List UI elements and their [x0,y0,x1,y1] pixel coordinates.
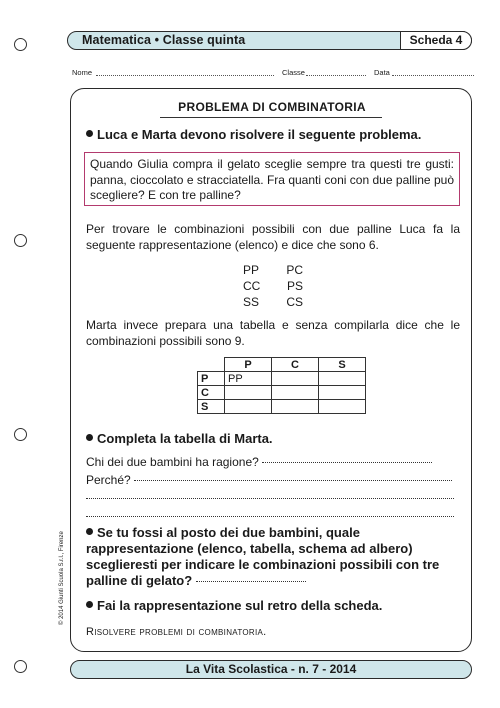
table-corner [198,358,225,372]
luca-paragraph: Per trovare le combinazioni possibili con due palline Luca fa la seguente rappresentazione (elenco) e dice che sono 6. [86,222,460,252]
intro-bullet [86,126,421,143]
data-label: Data [374,68,390,77]
intro-text: Luca e Marta devono risolvere il seguente problema. [97,127,422,142]
row-header: S [198,400,225,414]
header-title: Matematica • Classe quinta [82,33,246,47]
table-cell[interactable] [272,386,319,400]
table-header: S [319,358,366,372]
complete-bullet [86,430,273,447]
worksheet-title: PROBLEMA DI COMBINATORIA [178,100,366,114]
row-header: P [198,372,225,386]
table-header: C [272,358,319,372]
nome-label: Nome [72,68,93,77]
question-ragione: Chi dei due bambini ha ragione? [86,455,456,469]
bullet-icon [86,434,93,441]
table-cell[interactable] [319,386,366,400]
problem-box: Quando Giulia compra il gelato sceglie sempre tra questi tre gusti: panna, cioccolato e stracciatella. Fra quanti coni con due palline può scegliere? E con tre palline? [84,152,460,206]
table-cell[interactable]: PP [225,372,272,386]
answer-line[interactable] [134,480,452,481]
scheda-label: Scheda 4 [400,31,472,50]
table-cell[interactable] [319,372,366,386]
answer-line-extra[interactable] [86,491,456,505]
representation-question: Se tu fossi al posto dei due bambini, quale rappresentazione (elenco, tabella, schema ad albero) sceglieresti per indicare le combinazioni possibili con tre palline di gelato? [86,525,440,588]
table-row [198,358,366,372]
title-underline [160,117,382,118]
complete-text: Completa la tabella di Marta. [97,431,273,446]
bullet-icon [86,130,93,137]
retro-text: Fai la rappresentazione sul retro della scheda. [97,598,383,613]
answer-line[interactable] [196,581,306,582]
binder-hole-1 [14,38,27,51]
classe-label: Classe [282,68,305,77]
table-row [198,372,366,386]
table-header: P [225,358,272,372]
list-item: CC PS [243,279,303,293]
table-cell[interactable] [319,400,366,414]
list-item: SS CS [243,295,303,309]
binder-hole-3 [14,428,27,441]
row-header: C [198,386,225,400]
header-bar [67,31,472,50]
answer-line[interactable] [262,462,432,463]
question-perche: Perché? [86,473,456,487]
combination-list [243,262,303,310]
bullet-icon [86,601,93,608]
table-cell[interactable] [272,372,319,386]
classe-field[interactable] [306,75,366,76]
data-field[interactable] [392,75,474,76]
table-cell[interactable] [272,400,319,414]
nome-field[interactable] [96,75,274,76]
learning-objective: Risolvere problemi di combinatoria. [86,626,267,638]
retro-bullet [86,597,382,614]
marta-table [197,357,366,414]
copyright-note: © 2014 Giunti Scuola S.r.l., Firenze [59,531,65,625]
table-row [198,400,366,414]
table-row [198,386,366,400]
bullet-icon [86,528,93,535]
binder-hole-4 [14,660,27,673]
table-cell[interactable] [225,400,272,414]
table-cell[interactable] [225,386,272,400]
student-info-row [72,68,474,80]
footer-bar: La Vita Scolastica - n. 7 - 2014 [70,660,472,679]
answer-line-extra[interactable] [86,509,456,523]
binder-hole-2 [14,234,27,247]
list-item: PP PC [243,263,303,277]
marta-paragraph: Marta invece prepara una tabella e senza compilarla dice che le combinazioni possibili sono 9. [86,318,460,348]
